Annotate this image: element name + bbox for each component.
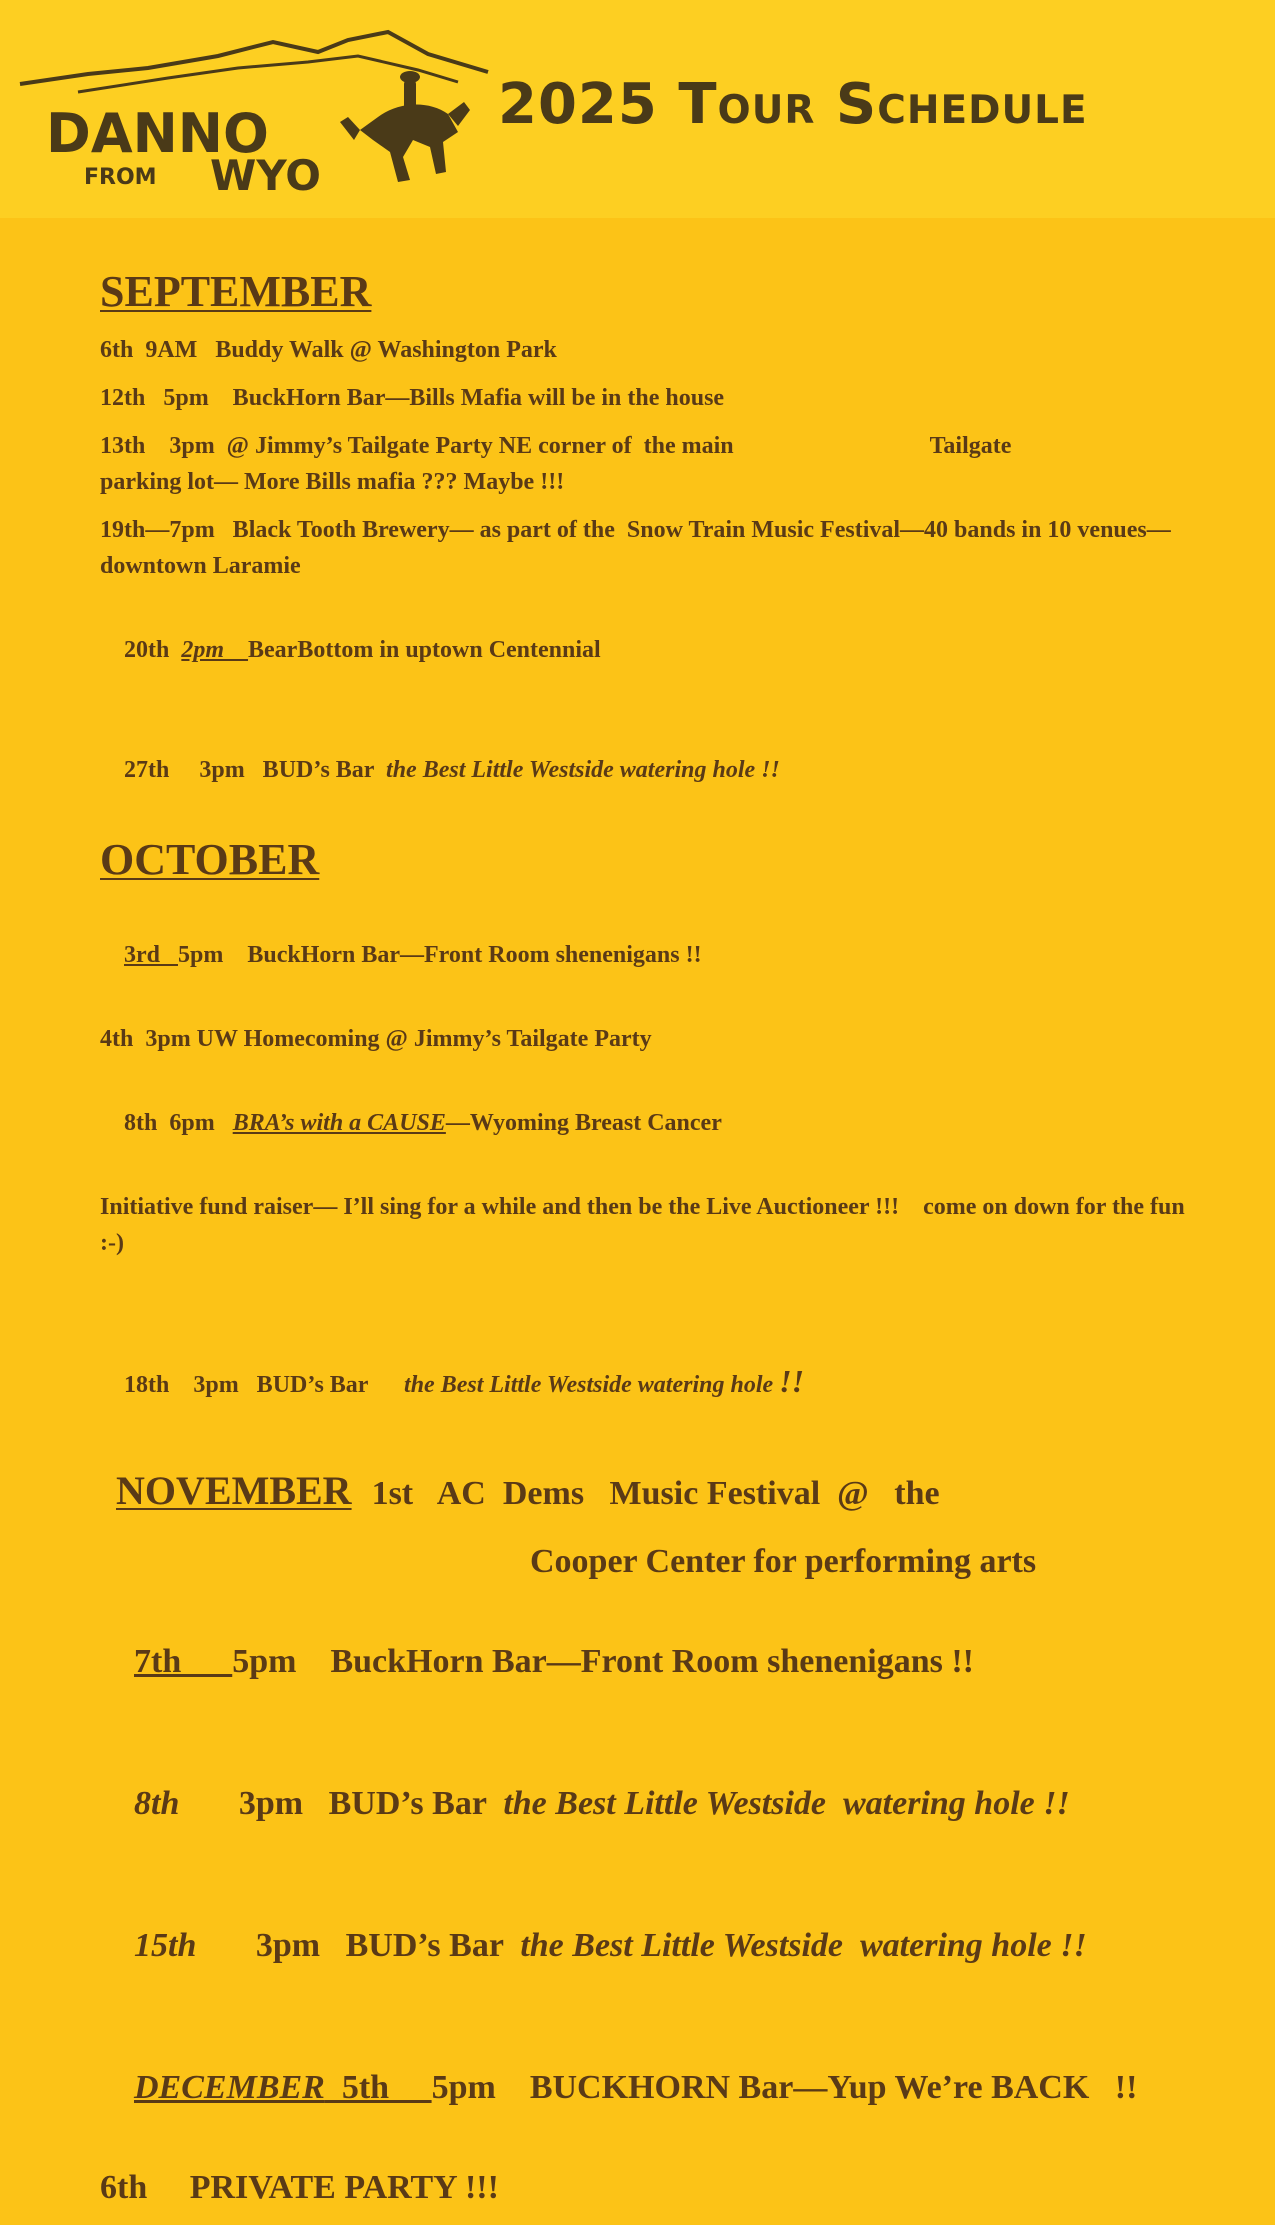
event-oct-3-date: 3rd <box>124 941 178 968</box>
event-nov-1-venue: Cooper Center for performing arts <box>530 1542 1037 1580</box>
event-nov-15-venue: 3pm BUD’s Bar <box>255 1926 521 1964</box>
event-oct-8 <box>100 1069 1220 1177</box>
logo-wyo-text: WYO <box>210 151 321 200</box>
event-nov-8 <box>100 1741 1220 1867</box>
event-sep-6: 6th 9AM Buddy Walk @ Washington Park <box>100 337 557 364</box>
event-dec-6: 6th PRIVATE PARTY !!! <box>100 2168 499 2206</box>
event-sep-12: 12th 5pm BuckHorn Bar—Bills Mafia will be in the house <box>100 385 725 412</box>
event-oct-18-exclaim: !! <box>779 1362 805 1399</box>
event-oct-4: 4th 3pm UW Homecoming @ Jimmy’s Tailgate Party <box>100 1025 652 1052</box>
event-sep-20 <box>100 596 1220 704</box>
event-nov-8-venue: 3pm BUD’s Bar <box>238 1784 504 1822</box>
event-sep-19: 19th—7pm Black Tooth Brewery— as part of the Snow Train Music Festival—40 bands in 10 venues—downtown Laramie <box>100 517 1171 580</box>
page-title: 2025 Tour Schedule <box>498 72 1088 137</box>
month-heading-september: SEPTEMBER <box>100 267 372 316</box>
event-nov-1: 1st AC Dems Music Festival @ the <box>371 1474 940 1512</box>
event-nov-15-date: 15th <box>134 1926 256 1964</box>
event-nov-7 <box>100 1599 1220 1725</box>
schedule-content <box>100 268 1220 2225</box>
month-heading-october: OCTOBER <box>100 835 320 885</box>
event-sep-27-venue: 27th 3pm BUD’s Bar <box>124 757 387 784</box>
event-nov-15 <box>100 1883 1220 2009</box>
event-nov-7-date: 7th <box>134 1642 233 1680</box>
event-sep-27 <box>100 716 1220 824</box>
event-dec-5-date: 5th <box>324 2068 432 2106</box>
event-oct-18 <box>100 1327 1220 1439</box>
event-oct-8-cause: BRA’s with a CAUSE <box>232 1109 446 1136</box>
event-oct-8-desc: —Wyoming Breast Cancer <box>445 1109 722 1136</box>
logo-danno-text: DANNO <box>46 102 269 165</box>
bucking-horse-icon <box>340 71 470 182</box>
event-sep-13-line2: parking lot— More Bills mafia ??? Maybe !!! <box>100 469 565 496</box>
event-nov-7-venue: 5pm BuckHorn Bar—Front Room shenenigans !! <box>232 1642 974 1680</box>
event-sep-20-time: 2pm <box>181 637 249 664</box>
event-dec-5 <box>100 2025 1220 2151</box>
month-heading-november: NOVEMBER <box>116 1467 352 1513</box>
event-oct-3-venue: 5pm BuckHorn Bar—Front Room shenenigans !! <box>178 941 702 968</box>
mountain-line-icon-2 <box>78 56 458 92</box>
header-banner <box>0 0 1275 218</box>
event-oct-18-tagline: the Best Little Westside watering hole <box>404 1371 780 1398</box>
event-oct-8-time: 8th 6pm <box>124 1109 233 1136</box>
event-sep-20-venue: BearBottom in uptown Centennial <box>248 637 601 664</box>
danno-from-wyo-logo <box>18 22 498 202</box>
event-sep-13-tailgate: Tailgate <box>929 433 1012 460</box>
event-sep-27-tagline: the Best Little Westside watering hole !! <box>386 757 780 784</box>
logo-from-text: FROM <box>84 165 157 190</box>
event-oct-8-details: Initiative fund raiser— I’ll sing for a while and then be the Live Auctioneer !!! come on down for the fun :-) <box>100 1193 1203 1256</box>
november-first-row <box>100 1451 1220 1533</box>
spacer <box>100 1273 1220 1327</box>
event-sep-20-date: 20th <box>124 637 182 664</box>
event-sep-13-line1: 13th 3pm @ Jimmy’s Tailgate Party NE corner of the main <box>100 433 734 460</box>
event-dec-5-venue: 5pm BUCKHORN Bar—Yup We’re BACK !! <box>431 2068 1138 2106</box>
event-nov-8-tagline: the Best Little Westside watering hole !! <box>503 1784 1070 1822</box>
event-nov-15-tagline: the Best Little Westside watering hole !! <box>520 1926 1087 1964</box>
event-oct-3 <box>100 901 1220 1009</box>
event-oct-18-venue: 18th 3pm BUD’s Bar <box>124 1371 405 1398</box>
event-sep-13 <box>100 428 1220 500</box>
event-nov-8-date: 8th <box>134 1784 239 1822</box>
month-heading-december: DECEMBER <box>134 2068 325 2106</box>
